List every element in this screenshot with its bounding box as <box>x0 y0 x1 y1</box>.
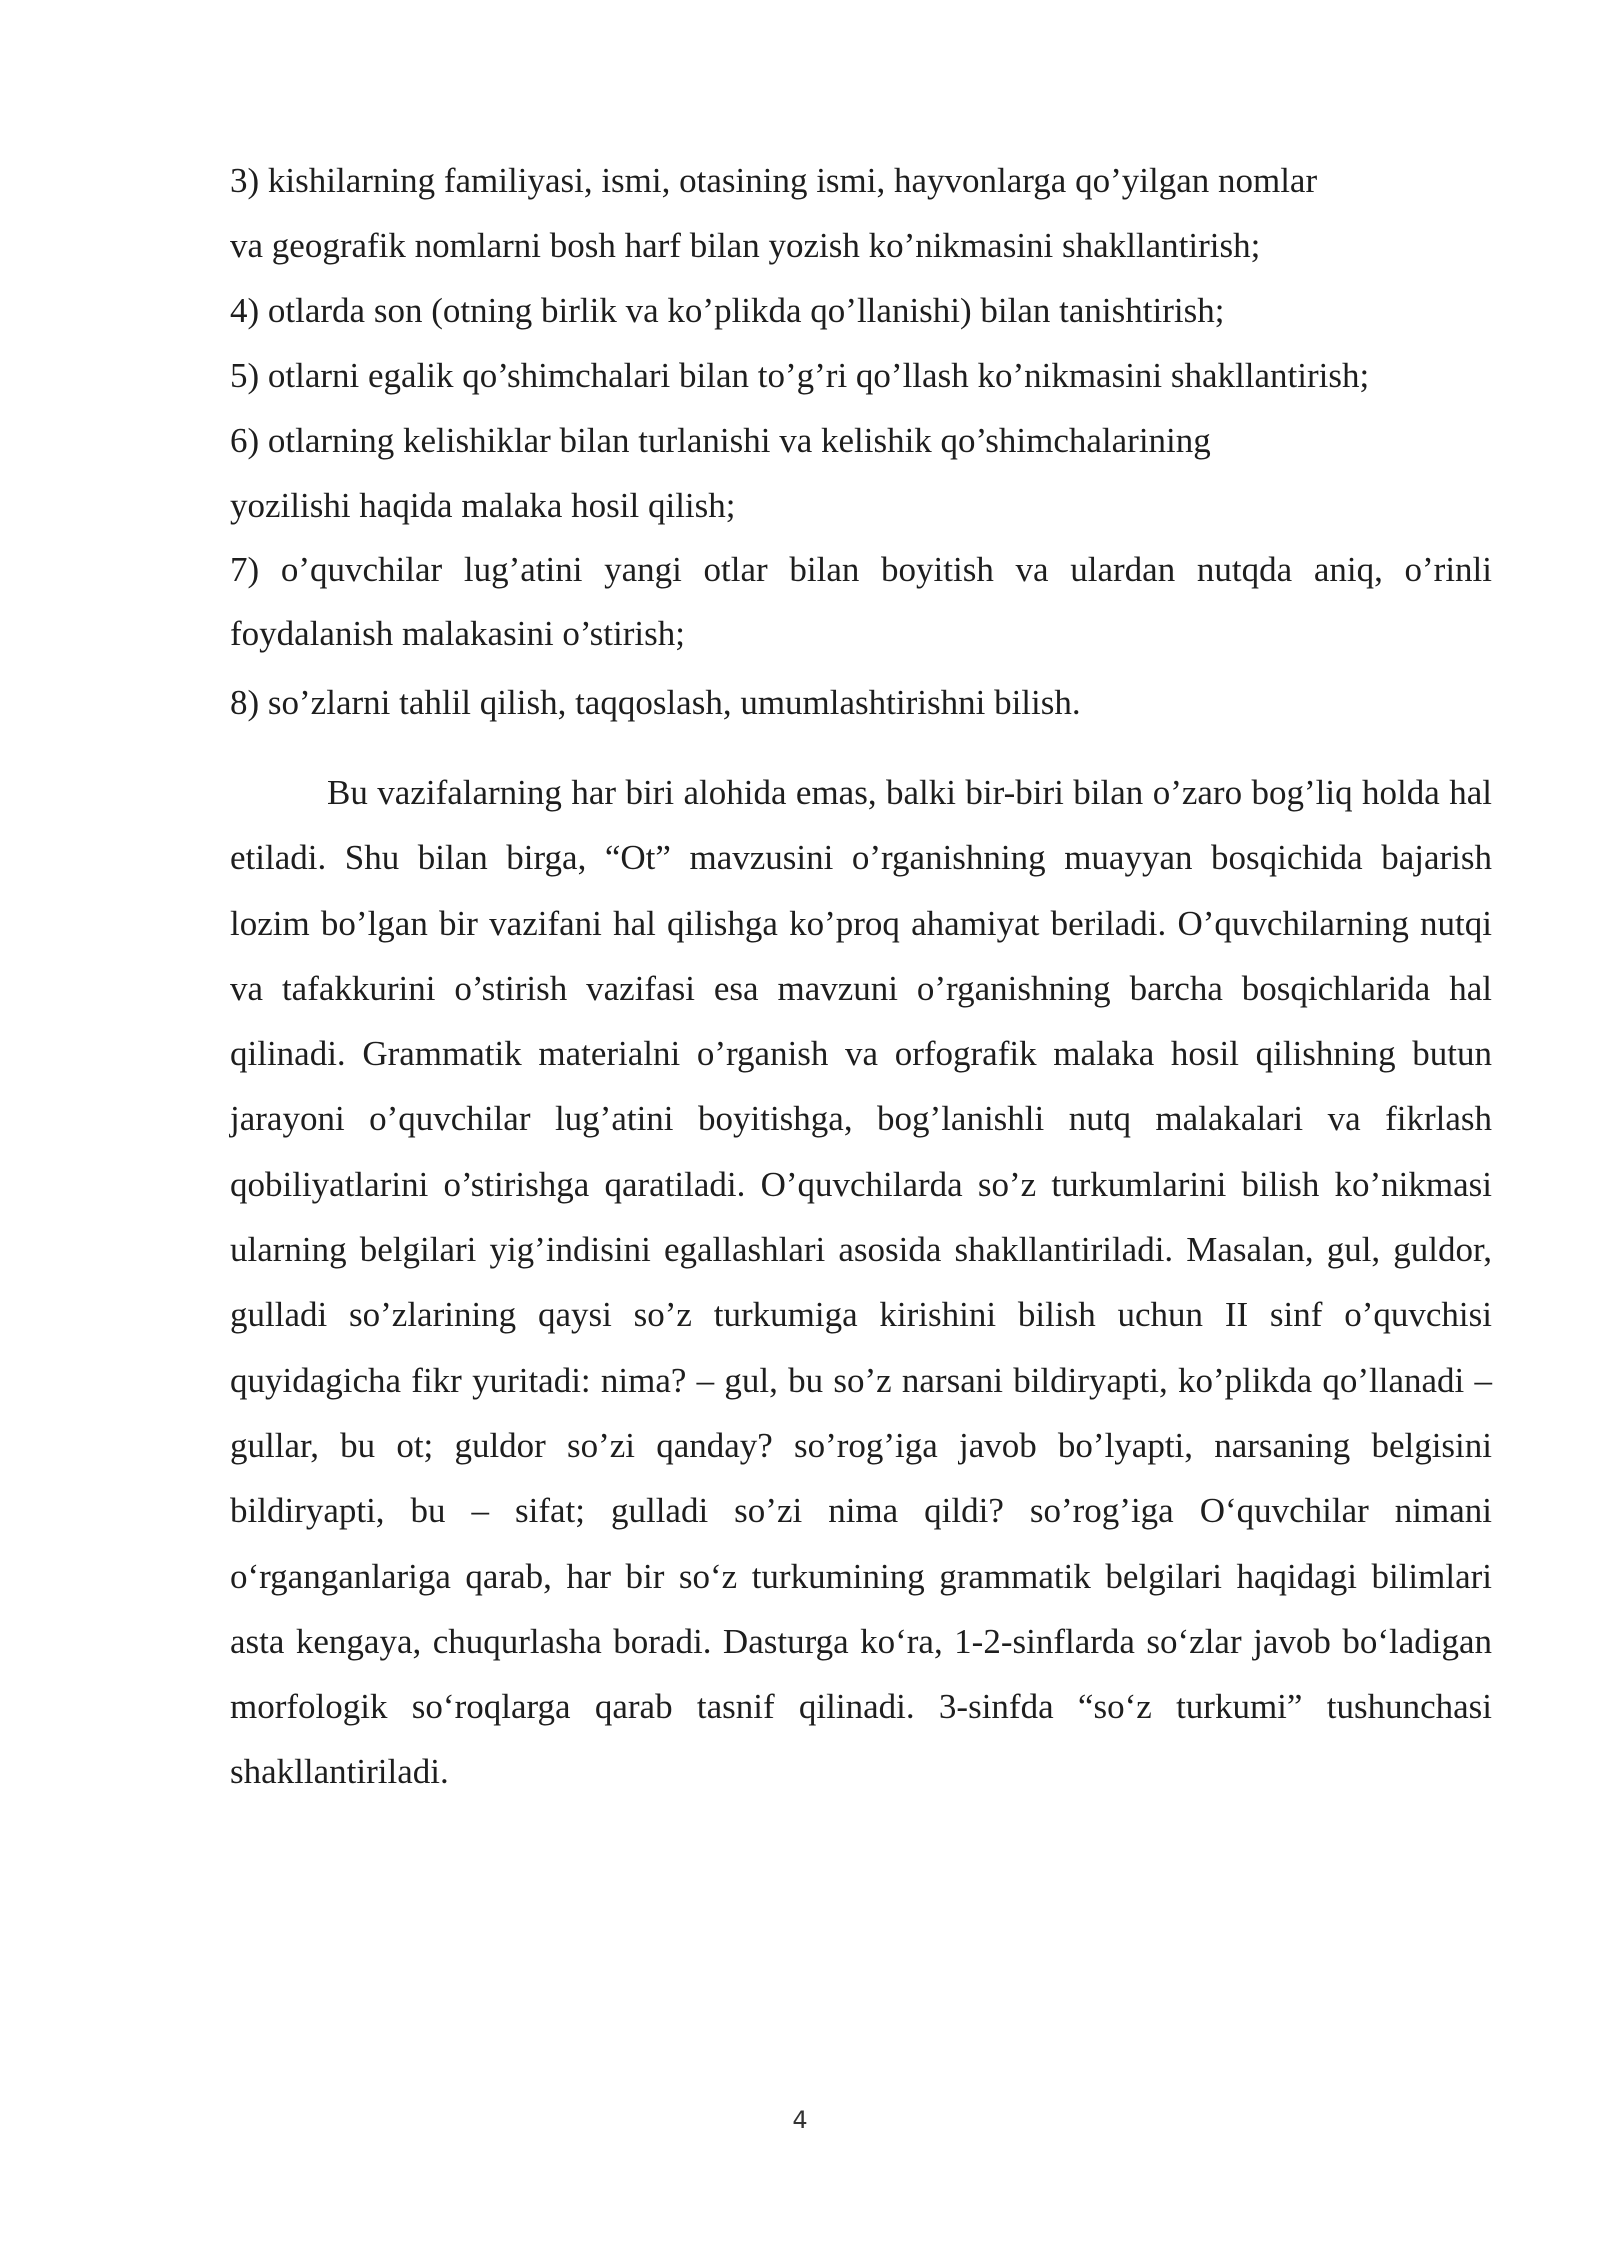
list-item-7: 7) o’quvchilar lug’atini yangi otlar bilan boyitish va ulardan nutqda aniq, o’rinli foydalanish malakasini o’stirish; <box>230 550 1492 653</box>
page-body <box>230 148 1492 1805</box>
list-line: 4) otlarda son (otning birlik va ko’plikda qo’llanishi) bilan tanishtirish; <box>230 291 1225 330</box>
list-line: 3) kishilarning familiyasi, ismi, otasining ismi, hayvonlarga qo’yilgan nomlar <box>230 161 1318 200</box>
body-paragraph: Bu vazifalarning har biri alohida emas, balki bir-biri bilan o’zaro bog’liq holda hal etiladi. Shu bilan birga, “Ot” mavzusini o’rganishning muayyan bosqichida bajarish lozim bo’lgan bir vazifani hal qilishga ko’proq ahamiyat beriladi. O’quvchilarning nutqi va tafakkurini o’stirish vazifasi esa mavzuni o’rganishning barcha bosqichlarida hal qilinadi. Grammatik materialni o’rganish va orfografik malaka hosil qilishning butun jarayoni o’quvchilar lug’atini boyitishga, bog’lanishli nutq malakalari va fikrlash qobiliyatlarini o’stirishga qaratiladi. O’quvchilarda so’z turkumlarini bilish ko’nikmasi ularning belgilari yig’indisini egallashlari asosida shakllantiriladi. Masalan, gul, guldor, gulladi so’zlarining qaysi so’z turkumiga kirishini bilish uchun II sinf o’quvchisi quyidagicha fikr yuritadi: nima? – gul, bu so’z narsani bildiryapti, ko’plikda qo’llanadi – gullar, bu ot; guldor so’zi qanday? so’rog’iga javob bo’lyapti, narsaning belgisini bildiryapti, bu – sifat; gulladi so’zi nima qildi? so’rog’iga O‘quvchilar nimani o‘rganganlariga qarab, har bir so‘z turkumining grammatik belgilari haqidagi bilimlari asta kengaya, chuqurlasha boradi. Dasturga ko‘ra, 1-2-sinflarda so‘zlar javob bo‘ladigan morfologik so‘roqlarga qarab tasnif qilinadi. 3-sinfda “so‘z turkumi” tushunchasi shakllantiriladi. <box>230 773 1492 1792</box>
list-line: 6) otlarning kelishiklar bilan turlanishi va kelishik qo’shimchalarining <box>230 421 1211 460</box>
list-line: va geografik nomlarni bosh harf bilan yozish ko’nikmasini shakllantirish; <box>230 226 1261 265</box>
list-item-8: 8) so’zlarni tahlil qilish, taqqoslash, umumlashtirishni bilish. <box>230 683 1081 722</box>
list-line: yozilishi haqida malaka hosil qilish; <box>230 486 736 525</box>
page-number: 4 <box>792 2106 808 2134</box>
list-line: 5) otlarni egalik qo’shimchalari bilan to’g’ri qo’llash ko’nikmasini shakllantirish; <box>230 356 1370 395</box>
